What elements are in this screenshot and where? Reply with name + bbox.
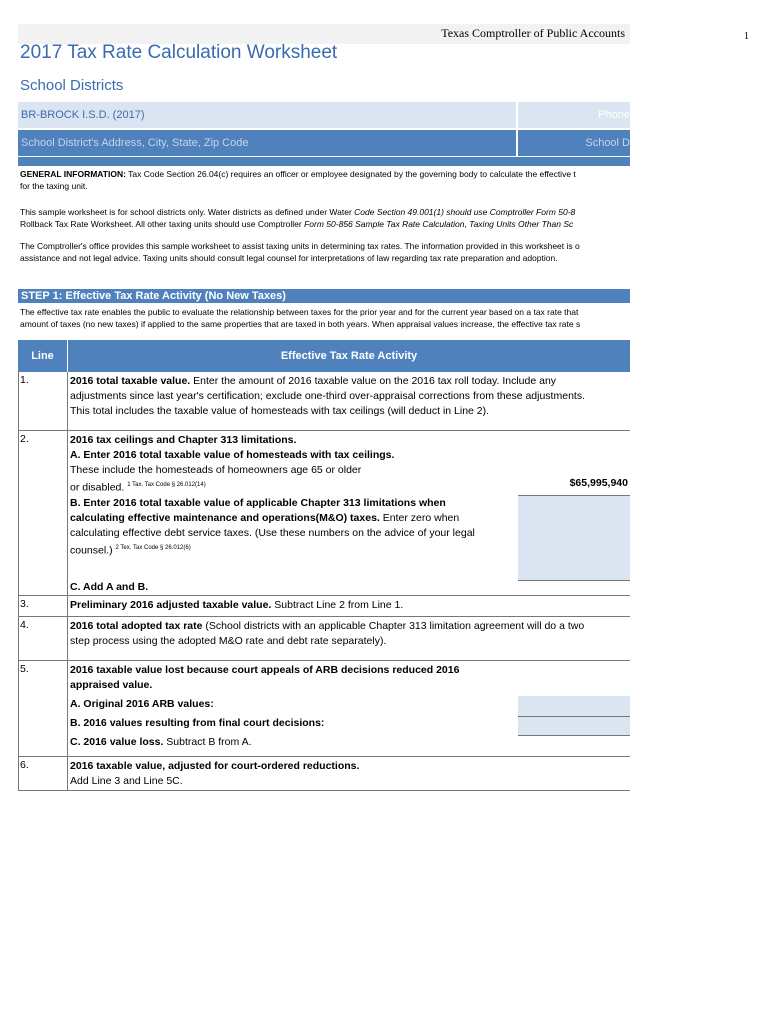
line-4-text1: (School districts with an applicable Chapter 313 limitation agreement will do a two [202, 620, 585, 632]
line-5b-title: B. 2016 values resulting from final court decisions: [70, 717, 325, 729]
table-row-line-3 [18, 596, 630, 617]
line-6-title: 2016 taxable value, adjusted for court-ordered reductions. [70, 760, 360, 772]
line-2-title: 2016 tax ceilings and Chapter 313 limitations. [70, 434, 297, 446]
comptroller-paragraph [20, 240, 630, 264]
table-row-line-5 [18, 661, 630, 757]
school-district-field[interactable]: School D [518, 130, 630, 156]
line-5c-text: Subtract B from A. [163, 736, 252, 748]
line-number: 5. [20, 663, 29, 675]
line-1-text: Enter the amount of 2016 taxable value on the 2016 tax roll today. Include any [190, 375, 557, 387]
line-3-text: Subtract Line 2 from Line 1. [271, 599, 404, 611]
line-1-title: 2016 total taxable value. [70, 375, 191, 387]
step1-description [20, 306, 630, 330]
page-number: 1 [744, 31, 749, 42]
line-5b-input[interactable] [518, 717, 630, 736]
document-title: 2017 Tax Rate Calculation Worksheet [20, 42, 338, 63]
scope-line-b: Code Section 49.001(1) should use Comptroller Form 50-8 [354, 207, 576, 217]
document-subtitle: School Districts [20, 77, 124, 94]
table-row-line-6 [18, 757, 630, 791]
table-row-line-2 [18, 431, 630, 596]
line-number: 1. [20, 374, 29, 386]
column-header-line: Line [18, 340, 68, 372]
line-2-content [70, 433, 515, 595]
line-2a-title: A. Enter 2016 total taxable value of homesteads with tax ceilings. [70, 449, 395, 461]
address-field[interactable]: School District's Address, City, State, Zip Code [18, 130, 516, 156]
comptroller-line2: assistance and not legal advice. Taxing units should consult legal counsel for interpretations of law regarding tax rate preparation and adoption. [20, 253, 558, 263]
line-2a-text2: or disabled. [70, 481, 125, 494]
scope-line-e: , [464, 219, 470, 229]
line-2a-value[interactable]: $65,995,940 [569, 477, 628, 489]
line-4-title: 2016 total adopted tax rate [70, 620, 203, 632]
general-info-label: GENERAL INFORMATION: [20, 169, 126, 179]
line-5-title2: appraised value. [70, 679, 153, 691]
line-number: 6. [20, 759, 29, 771]
line-2a-footnote: 1 Tax. Tax Code § 26.012(14) [127, 482, 206, 488]
line-2b-text2: Enter zero when [379, 511, 460, 524]
line-1-content [70, 374, 625, 419]
line-1-text3: This total includes the taxable value of homesteads with tax ceilings (will deduct in Line 2). [70, 405, 490, 417]
comptroller-line1: The Comptroller's office provides this sample worksheet to assist taxing units in determining tax rates. The information provided in this worksheet is o [20, 241, 580, 251]
phone-field[interactable]: Phone [518, 102, 630, 128]
line-2b-input[interactable] [518, 495, 630, 581]
line-6-text: Add Line 3 and Line 5C. [70, 775, 183, 787]
district-name-field[interactable]: BR-BROCK I.S.D. (2017) [18, 102, 516, 128]
line-5-title1: 2016 taxable value lost because court appeals of ARB decisions reduced 2016 [70, 664, 460, 676]
line-2b-title2: calculating effective maintenance and operations(M&O) taxes. [70, 511, 380, 524]
divider-band [18, 157, 630, 166]
line-2b-text3: calculating effective debt service taxes. (Use these numbers on the advice of your legal [70, 526, 475, 539]
line-4-content [70, 619, 625, 649]
line-5a-title: A. Original 2016 ARB values: [70, 698, 214, 710]
table-row-line-4 [18, 617, 630, 661]
line-3-content [70, 598, 625, 613]
line-2a-text1: These include the homesteads of homeowners age 65 or older [70, 464, 362, 476]
line-2b-text4: counsel.) [70, 544, 113, 556]
table-header [18, 340, 630, 372]
line-6-content [70, 759, 625, 789]
general-info-line1: Tax Code Section 26.04(c) requires an officer or employee designated by the governing body to calculate the effective t [125, 169, 576, 179]
line-1-text2: adjustments since last year's certification; exclude one-third over-appraisal corrections from these adjustments. [70, 390, 585, 402]
line-3-title: Preliminary 2016 adjusted taxable value. [70, 599, 272, 611]
step1-desc-line1: The effective tax rate enables the public to evaluate the relationship between taxes for the prior year and for the current year based on a tax rate that [20, 307, 579, 317]
scope-line-d: Form 50-856 Sample Tax Rate Calculation [304, 219, 465, 229]
worksheet-scope-paragraph [20, 206, 630, 230]
line-2c-title: C. Add A and B. [70, 581, 149, 593]
line-5a-input[interactable] [518, 696, 630, 717]
line-2b-title1: B. Enter 2016 total taxable value of applicable Chapter 313 limitations when [70, 496, 446, 509]
scope-line-c: Rollback Tax Rate Worksheet. All other taxing units should use Comptroller [20, 219, 305, 229]
line-5c-title: C. 2016 value loss. [70, 736, 164, 748]
general-info-paragraph [20, 168, 630, 192]
line-number: 3. [20, 598, 29, 610]
scope-line-a: This sample worksheet is for school districts only. Water districts as defined under Water [20, 207, 355, 217]
column-header-activity: Effective Tax Rate Activity [280, 350, 418, 362]
line-4-text2: step process using the adopted M&O rate and debt rate separately). [70, 635, 387, 647]
line-2b-footnote: 2 Tex. Tax Code § 26.012(6) [115, 544, 191, 551]
step1-desc-line2: amount of taxes (no new taxes) if applied to the same properties that are taxed in both years. When appraisal values increase, the effective tax rate s [20, 319, 581, 329]
line-number: 2. [20, 433, 29, 445]
scope-line-f: Taxing Units Other Than Sc [469, 219, 574, 229]
line-number: 4. [20, 619, 29, 631]
general-info-line2: for the taxing unit. [20, 181, 88, 191]
step1-heading: STEP 1: Effective Tax Rate Activity (No New Taxes) [18, 289, 630, 303]
table-row-line-1 [18, 372, 630, 431]
agency-name: Texas Comptroller of Public Accounts [441, 26, 625, 40]
